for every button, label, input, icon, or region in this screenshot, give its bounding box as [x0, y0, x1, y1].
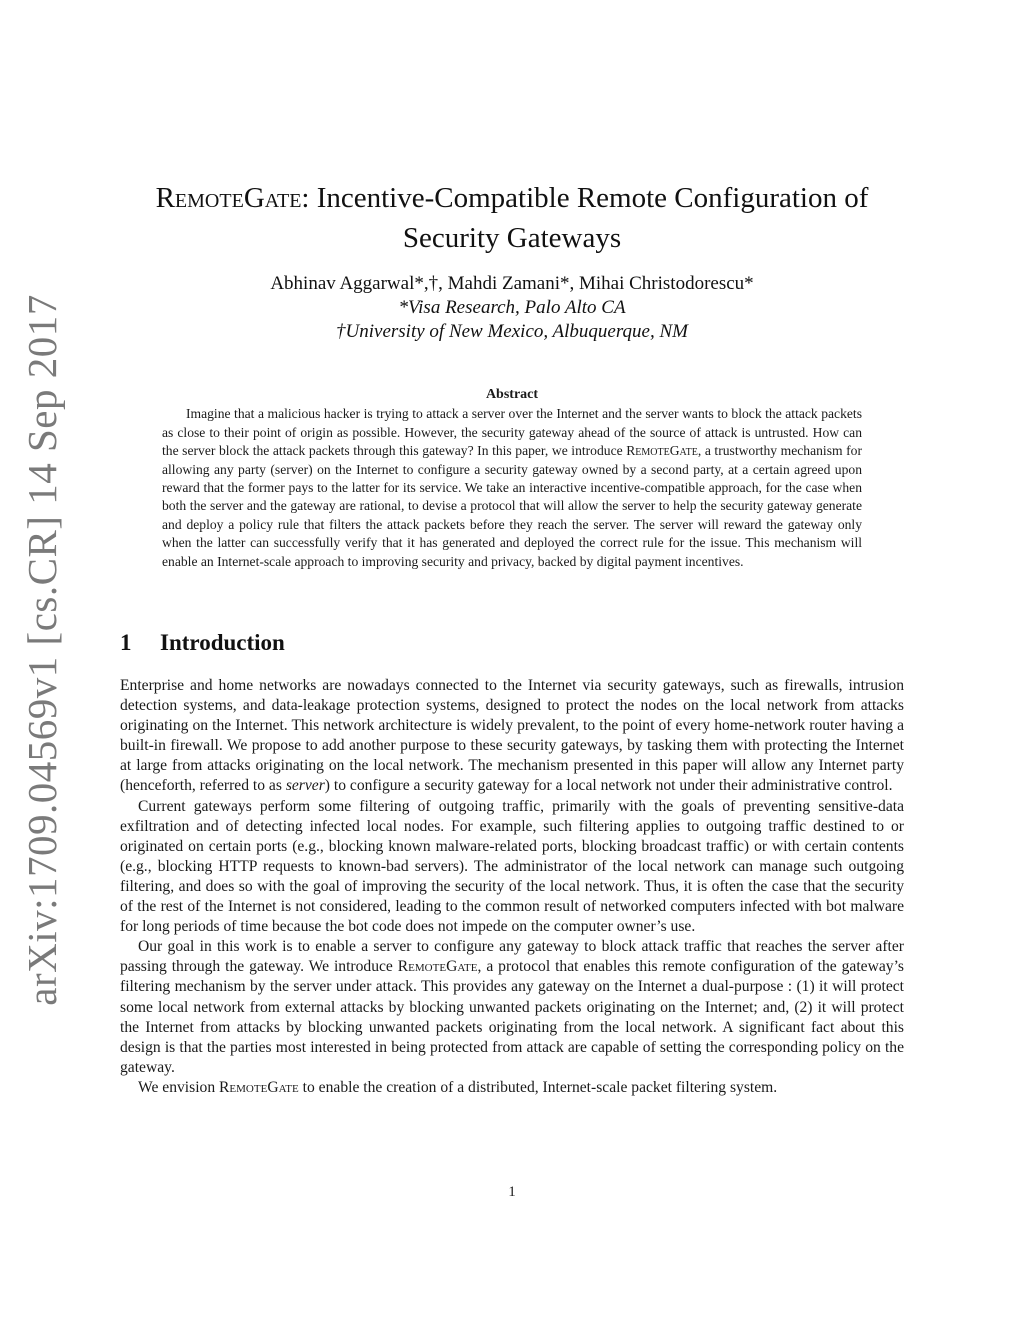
paper-title [120, 178, 904, 258]
abstract-heading: Abstract [485, 387, 539, 402]
system-name: RemoteGate [397, 958, 478, 976]
author-block [120, 272, 904, 344]
arxiv-identifier: arXiv:1709.04569v1 [cs.CR] 14 Sep 2017 [19, 294, 65, 1006]
paragraph-text: to enable the creation of a distributed, Internet-scale packet filtering system. [298, 1078, 778, 1096]
page-number: 1 [508, 1184, 516, 1200]
paragraph: Current gateways perform some filtering of outgoing traffic, primarily with the goals of preventing sensitive-data exfiltration and of detecting infected local nodes. For example, such filtering applies to outgoing traffic destined to or originated on certain ports (e.g., blocking known malware-related ports, blocking broadcast traffic) or with certain contents (e.g., blocking HTTP requests to known-bad servers). The administrator of the local network can manage such outgoing filtering, and does so with the goal of improving the security of the local network. Thus, it is often the case that the security of the rest of the Internet is not considered, leading to the common result of networked computers infected with bot malware for long periods of time because the bot code does not impede on the computer owner’s use. [120, 797, 904, 936]
paragraph-text: Enterprise and home networks are nowadays connected to the Internet via security gateways, such as firewalls, intrusion detection systems, and data-leakage protection systems, designed to protect the nodes on the local network from attacks originating on the Internet. This network architecture is widely prevalent, to the point of every home-network router having a built-in firewall. We propose to add another purpose to these security gateways, by tasking them with protecting the Internet at large from attacks originating on the local network. The mechanism presented in this paper will allow any Internet party (henceforth, referred to as [120, 677, 904, 795]
paragraph [120, 1078, 904, 1098]
paragraph-text: Our goal in this work is to enable a server to configure any gateway to block attack traffic that reaches the server after passing through the gateway. We introduce [120, 938, 904, 976]
paragraph-text: We envision [138, 1078, 220, 1096]
author-names: Abhinav Aggarwal*,†, Mahdi Zamani*, Mihai Christodorescu* [270, 273, 754, 294]
section-number: 1 [120, 630, 132, 655]
abstract-text-part1: Imagine that a malicious hacker is trying to attack a server over the Internet and the server wants to block the attack packets as close to their point of origin as possible. However, the security gateway ahead of the source of attack is untrusted. How can the server block the attack packets through this gateway? In this paper, we introduce [162, 406, 862, 459]
section-title: Introduction [160, 630, 285, 655]
affiliation-visa: *Visa Research, Palo Alto CA [398, 297, 626, 318]
emphasis-term: server [285, 777, 325, 795]
paragraph-text: ) to configure a security gateway for a local network not under their administrative control. [324, 777, 893, 795]
introduction-body [120, 676, 904, 1098]
abstract-system-name: RemoteGate [626, 443, 698, 459]
section-heading [120, 630, 285, 656]
title-rest: : Incentive-Compatible Remote Configuration of Security Gateways [301, 182, 869, 254]
system-name: RemoteGate [219, 1078, 299, 1096]
title-system-name: RemoteGate [155, 182, 302, 214]
paragraph [120, 676, 904, 797]
abstract-text [162, 405, 862, 571]
abstract-text-part2: , a trustworthy mechanism for allowing any party (server) on the Internet to configure a security gateway owned by a second party, at a certain agreed upon reward that the former pays to the latter for its service. We take an interactive incentive-compatible approach, for the case when both the server and the gateway are rational, to devise a protocol that will allow the server to help the security gateway generate and deploy a policy rule that filters the attack packets before they reach the server. The server will reward the gateway only when the latter can successfully verify that it has generated and deployed the correct rule for the issue. This mechanism will enable an Internet-scale approach to improving security and privacy, backed by digital payment incentives. [162, 443, 862, 569]
paragraph [120, 937, 904, 1078]
paragraph-text: , a protocol that enables this remote configuration of the gateway’s filtering mechanism by the server under attack. This provides any gateway on the Internet a dual-purpose : (1) it will protect some local network from external attacks by blocking unwanted packets originating on the Internet; and, (2) it will protect the Internet from attacks by blocking unwanted packets originating from the local network. A significant fact about this design is that the parties most interested in being protected from attack are capable of setting the corresponding policy on the gateway. [120, 958, 904, 1076]
affiliation-unm: †University of New Mexico, Albuquerque, NM [336, 321, 688, 342]
abstract [162, 386, 862, 571]
